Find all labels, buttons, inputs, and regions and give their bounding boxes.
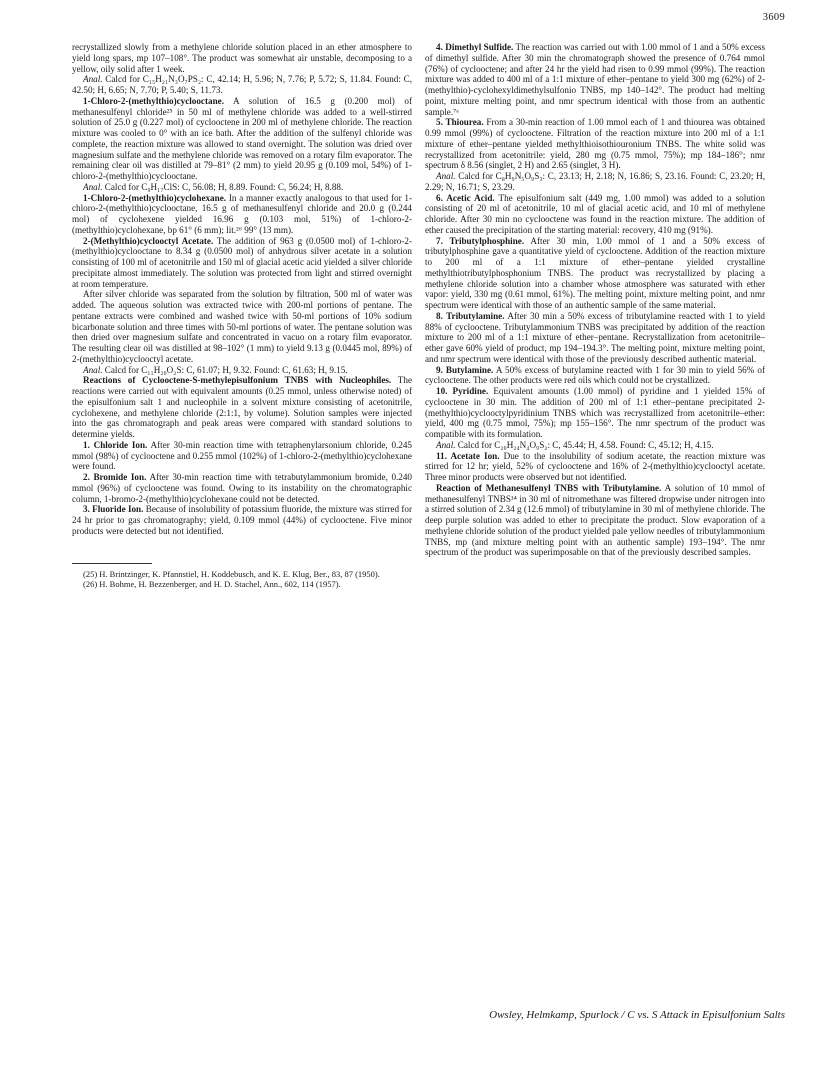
paragraph	[72, 74, 412, 96]
running-footer: Owsley, Helmkamp, Spurlock / C vs. S Attack in Episulfonium Salts	[489, 1009, 785, 1021]
paragraph-text: recrystallized slowly from a methylene chloride solution placed in an ether atmosphere to yield long spars, mp 107–108°. The product was somewhat air unstable, decomposing to a yellow, oily solid after 1 week.	[72, 42, 412, 74]
paragraph-text: Calcd for C₉H₁₇ClS: C, 56.08; H, 8.89. Found: C, 56.24; H, 8.88.	[102, 181, 344, 192]
section-heading: Reactions of Cyclooctene-S-methylepisulfonium TNBS with Nucleophiles.	[83, 375, 392, 386]
paragraph	[425, 236, 765, 311]
paragraph	[72, 504, 412, 536]
paragraph	[425, 483, 765, 558]
paragraph	[425, 440, 765, 451]
page-number: 3609	[762, 12, 785, 23]
paragraph-text: A solution of 10 mmol of methanesulfenyl TNBS¹⁴ in 30 ml of nitromethane was filtered dropwise under nitrogen into a stirred solution of 2.34 g (12.6 mmol) of tributylamine in 30 ml of methylene chloride. The deep purple solution was added to ether to precipitate the product. Slow evaporation of a methylene chloride solution of the product yielded pale yellow needles of tributylammonium TNBS, mp (and mixture melting point with an authentic sample) 193–194°. The nmr spectrum of the product was superimposable on that of the previously described samples.	[425, 482, 765, 558]
paragraph	[72, 472, 412, 504]
section-heading: 1. Chloride Ion.	[83, 439, 148, 450]
paragraph-text: Calcd for C₈H₉N₅O₉S₃: C, 23.13; H, 2.18; N, 16.86; S, 23.16. Found: C, 23.20; H, 2.29; N, 16.71; S, 23.29.	[425, 171, 765, 192]
paragraph	[425, 117, 765, 171]
paragraph-text: Calcd for C₁₅H₂₁N₃O₇PS₂: C, 42.14; H, 5.96; N, 7.76; P, 5.72; S, 11.84. Found: C, 42.50; H, 6.65; N, 7.70; P, 5.40; S, 11.73.	[72, 74, 412, 95]
section-heading: 11. Acetate Ion.	[436, 450, 500, 461]
paragraph-text: Because of insolubility of potassium fluoride, the mixture was stirred for 24 hr prior to gas chromatography; yield, 0.109 mmol (44%) of cyclooctene. Five minor products were detected but not identified.	[72, 504, 412, 536]
paragraph	[425, 193, 765, 236]
section-heading: 6. Acetic Acid.	[436, 192, 495, 203]
paragraph-text: The reactions were carried out with equivalent amounts (0.25 mmol, unless otherwise noted) of the episulfonium salt 1 and nucleophile in a solvent mixture consisting of acetonitrile, cyclohexene, and methylene chloride (2:1:1, by volume). Solution samples were injected into the gas chromatograph and peak areas were compared with standard solutions to determine yields.	[72, 375, 412, 439]
paragraph	[72, 365, 412, 376]
paragraph	[425, 311, 765, 365]
section-heading: 2-(Methylthio)cyclooctyl Acetate.	[83, 235, 214, 246]
anal-label: Anal.	[436, 171, 456, 181]
paragraph-text: From a 30-min reaction of 1.00 mmol each of 1 and thiourea was obtained 0.99 mmol (99%) of cyclooctene. Filtration of the reaction mixture into 200 ml of a 1:1 mixture of ether–pentane yielded methylthioisothiouronium TNBS. The white solid was recrystallized from acetonitrile: yield, 280 mg (0.75 mmol, 75%); mp 184–186°; nmr spectrum δ 8.56 (singlet, 2 H) and 2.65 (singlet, 3 H).	[425, 117, 765, 171]
paragraph-text: Calcd for C₂₀H₂₄N₄O₉S₂: C, 45.44; H, 4.58. Found: C, 45.12; H, 4.15.	[455, 439, 714, 450]
paragraph	[72, 96, 412, 182]
paragraph	[72, 236, 412, 290]
anal-label: Anal.	[83, 364, 103, 375]
section-heading: 2. Bromide Ion.	[83, 472, 147, 482]
paragraph-text: After silver chloride was separated from the solution by filtration, 500 ml of water was added. The aqueous solution was extracted twice with 200-ml portions of pentane. The pentane extracts were combined and washed twice with 50-ml portions of 10% sodium bicarbonate solution and three times with 50-ml portions of water. The pentane solution was then dried over magnesium sulfate and concentrated in vacuo on a rotary film evaporator. The resulting clear oil was distilled at 98–102° (1 mm) to yield 9.13 g (0.0445 mol, 89%) of 2-(methylthio)cyclooctyl acetate.	[72, 289, 412, 364]
paragraph	[425, 171, 765, 193]
paragraph-text: Equivalent amounts (1.00 mmol) of pyridine and 1 yielded 15% of cyclooctene in 30 min. The addition of 200 ml of 1:1 ether–pentane precipitated 2-(methylthio)cyclooctylpyridinium TNBS which was recrystallized from acetonitrile–ether: yield, 400 mg (0.75 mmol, 75%); mp 155–156°. The nmr spectrum of the product was compatible with its formulation.	[425, 386, 765, 439]
paragraph	[72, 193, 412, 236]
paragraph-text: The episulfonium salt (449 mg, 1.00 mmol) was added to a solution consisting of 20 ml of acetonitrile, 10 ml of glacial acetic acid, and 10 ml of methylene chloride. After 30 min no cyclooctene was found in the reaction mixture. The addition of ether caused the precipitation of the starting material: recovery, 410 mg (91%).	[425, 192, 765, 235]
paragraph-text: The addition of 963 g (0.0500 mol) of 1-chloro-2-(methylthio)cyclooctane to 8.34 g (0.0500 mol) of anhydrous silver acetate in a solution consisting of 100 ml of acetonitrile and 150 ml of glacial acetic acid yielded a silver chloride precipitate almost immediately. The solution was protected from light and stirred overnight at room temperature.	[72, 235, 412, 289]
right-column	[425, 42, 765, 558]
anal-label: Anal.	[436, 439, 456, 450]
section-heading: 7. Tributylphosphine.	[436, 235, 525, 246]
anal-label: Anal.	[83, 181, 103, 192]
paragraph-text: The reaction was carried out with 1.00 mmol of 1 and a 50% excess of dimethyl sulfide. After 30 min the chromatograph showed the presence of 0.764 mmol (76%) of cyclooctene; and after 24 hr the yield had risen to 0.99 mmol (99%). The reaction mixture was added to 400 ml of a 1:1 mixture of ether–pentane to yield 300 mg (62%) of 2-(methylthio)-cyclohexyldimethylsulfonio TNBS, mp 140–142°. The product had melting point, mixture melting point, and nmr spectrum identical with those from an authentic sample.⁷ᵃ	[425, 42, 765, 117]
paragraph-text: Calcd for C₁₁H₂₀O₂S: C, 61.07; H, 9.32. Found: C, 61.63; H, 9.15.	[102, 364, 348, 375]
paragraph	[72, 375, 412, 440]
paragraph-text: In a manner exactly analogous to that used for 1-chloro-2-(methylthio)cyclooctane, 16.5 g of methanesulfenyl chloride and 20.0 g (0.244 mol) of cyclohexene yielded 16.96 g (0.103 mol, 51%) of 1-chloro-2-(methylthio)cyclohexane, bp 61° (6 mm); lit.²⁶ 99° (13 mm).	[72, 192, 412, 235]
paragraph	[425, 386, 765, 440]
paragraph	[72, 289, 412, 364]
section-heading: 4. Dimethyl Sulfide.	[436, 42, 514, 52]
footnote-divider	[72, 563, 152, 564]
section-heading: 8. Tributylamine.	[436, 310, 505, 321]
section-heading: Reaction of Methanesulfenyl TNBS with Tributylamine.	[436, 482, 662, 493]
paragraph-text: After 30 min, 1.00 mmol of 1 and a 50% excess of tributylphosphine gave a quantitative yield of cyclooctene. Addition of the reaction mixture to 200 ml of a 1:1 mixture of ether–pentane yielded crystalline methylthiotributylphosphonium TNBS. The product was recrystallized by placing a methylene chloride solution into a chamber whose atmosphere was saturated with ether vapor: yield, 330 mg (0.61 mmol, 61%). The melting point, mixture melting point, and nmr spectrum were identical with those of an authentic sample of the same material.	[425, 235, 765, 310]
footnote: (26) H. Bohme, H. Bezzenberger, and H. D. Stachel, Ann., 602, 114 (1957).	[83, 578, 341, 589]
section-heading: 9. Butylamine.	[436, 364, 494, 375]
paragraph	[72, 182, 412, 193]
paragraph	[425, 451, 765, 483]
section-heading: 1-Chloro-2-(methylthio)cyclooctane.	[83, 95, 224, 106]
footnotes	[72, 569, 412, 589]
paragraph-text: After 30-min reaction time with tetraphenylarsonium chloride, 0.245 mmol (98%) of cyclooctene and 0.255 mmol (102%) of 1-chloro-2-(methylthio)cyclohexane were found.	[72, 439, 412, 472]
paragraph	[425, 42, 765, 117]
section-heading: 5. Thiourea.	[436, 117, 484, 128]
anal-label: Anal.	[83, 74, 103, 85]
paragraph	[72, 440, 412, 472]
paragraph-text: After 30 min a 50% excess of tributylamine reacted with 1 to yield 88% of cyclooctene. Tributylammonium TNBS was precipitated by addition of the reaction mixture to 200 ml of a 1:1 mixture of ether–pentane. Recrystallization from acetonitrile–ether gave 60% yield of product, mp 194–194.3°. The melting point, mixture melting point, and nmr spectrum were identical with those of the previously described authentic material.	[425, 310, 765, 364]
section-heading: 1-Chloro-2-(methylthio)cyclohexane.	[83, 192, 227, 203]
paragraph-text: A solution of 16.5 g (0.200 mol) of methanesulfenyl chloride²⁵ in 50 ml of methylene chloride was added to a well-stirred solution of 25.0 g (0.227 mol) of cyclooctene in 200 ml of methylene chloride. The reaction mixture was cooled to 0° with an ice bath. After the addition of the sulfenyl chloride was complete, the reaction mixture was allowed to stand overnight. The solution was dried over magnesium sulfate and the methylene chloride was removed on a rotary film evaporator. The remaining clear oil was distilled at 79–81° (2 mm) to yield 20.95 g (0.109 mol, 54%) of 1-chloro-2-(methylthio)cyclooctane.	[72, 95, 412, 181]
footnote: (25) H. Brintzinger, K. Pfannstiel, H. Koddebusch, and K. E. Klug, Ber., 83, 87 (1950).	[83, 568, 380, 579]
section-heading: 10. Pyridine.	[436, 386, 489, 396]
section-heading: 3. Fluoride Ion.	[83, 504, 144, 515]
paragraph	[425, 365, 765, 387]
paragraph-text: A 50% excess of butylamine reacted with 1 for 30 min to yield 56% of cyclooctene. The other products were red oils which could not be crystallized.	[425, 364, 766, 386]
paragraph	[72, 42, 412, 74]
paragraph-text: After 30-min reaction time with tetrabutylammonium bromide, 0.240 mmol (96%) of cyclooctene was found. Owing to its instability on the chromatographic column, 1-bromo-2-(methylthio)cyclohexane could not be detected.	[72, 472, 412, 504]
paragraph-text: Due to the insolubility of sodium acetate, the reaction mixture was stirred for 12 hr; yield, 52% of cyclooctene and 16% of 2-(methylthio)cyclooctyl acetate. Three minor products were observed but not identified.	[425, 450, 766, 482]
left-column	[72, 42, 412, 589]
